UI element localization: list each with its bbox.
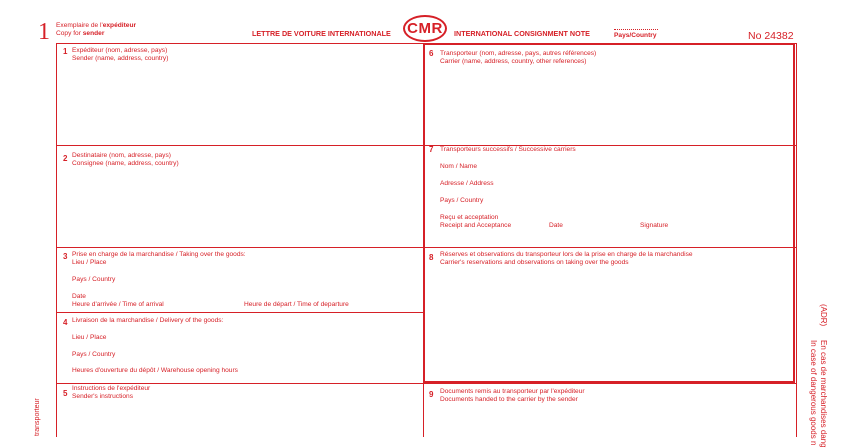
carrier-field[interactable] bbox=[428, 70, 788, 142]
box3-arrival-label: Heure d'arrivée / Time of arrival bbox=[72, 301, 164, 308]
box8-label-fr: Réserves et observations du transporteur lors de la prise en charge de la marchandise bbox=[440, 251, 693, 258]
box8-label-en: Carrier's reservations and observations on taking over the goods bbox=[440, 259, 629, 266]
box2-number: 2 bbox=[63, 154, 68, 163]
pays-country-label: Pays/Country bbox=[614, 32, 657, 39]
title-fr: LETTRE DE VOITURE INTERNATIONALE bbox=[252, 29, 391, 38]
copy-number: 1 bbox=[38, 19, 50, 45]
cmr-logo: CMR bbox=[403, 15, 447, 42]
box6-label-fr: Transporteur (nom, adresse, pays, autres références) bbox=[440, 50, 597, 57]
box4-hours-label: Heures d'ouverture du dépôt / Warehouse opening hours bbox=[72, 367, 238, 374]
title-en: INTERNATIONAL CONSIGNMENT NOTE bbox=[454, 29, 590, 38]
box5-label-fr: Instructions de l'expéditeur bbox=[72, 385, 151, 392]
box4-country-label: Pays / Country bbox=[72, 351, 116, 358]
box3-date-label: Date bbox=[72, 293, 86, 300]
dangerous-goods-fr: En cas de marchandises dang bbox=[819, 340, 828, 448]
box7-address-label: Adresse / Address bbox=[440, 180, 494, 187]
box7-receipt-en: Receipt and Acceptance bbox=[440, 222, 512, 229]
reservations-field[interactable] bbox=[428, 270, 788, 376]
box7-number: 7 bbox=[429, 145, 434, 154]
box7-receipt-fr: Reçu et acceptation bbox=[440, 214, 499, 221]
rule-box3-bottom bbox=[56, 312, 423, 313]
consignee-field[interactable] bbox=[60, 172, 420, 244]
box7-name-label: Nom / Name bbox=[440, 163, 478, 170]
box3-number: 3 bbox=[63, 252, 68, 261]
dangerous-goods-en: In case of dangerous goods n bbox=[809, 340, 818, 446]
box5-label-en: Sender's instructions bbox=[72, 393, 133, 400]
copy-label-fr: Exemplaire de l'expéditeur bbox=[56, 22, 137, 29]
rule-box2-bottom bbox=[56, 247, 423, 248]
rule-top-left bbox=[56, 43, 423, 44]
box4-number: 4 bbox=[63, 318, 68, 327]
box7-country-label: Pays / Country bbox=[440, 197, 484, 204]
box7-signature-label: Signature bbox=[640, 222, 669, 229]
box4-label: Livraison de la marchandise / Delivery of the goods: bbox=[72, 317, 224, 324]
document-number: No 24382 bbox=[748, 30, 794, 42]
sender-field[interactable] bbox=[60, 66, 420, 142]
box3-country-label: Pays / Country bbox=[72, 276, 116, 283]
rule-left bbox=[56, 43, 57, 437]
adr-label: (ADR) bbox=[819, 304, 828, 327]
box7-date-label: Date bbox=[549, 222, 563, 229]
box9-number: 9 bbox=[429, 390, 434, 399]
rule-right bbox=[796, 43, 797, 437]
box7-label: Transporteurs successifs / Successive carriers bbox=[440, 146, 576, 153]
box4-place-label: Lieu / Place bbox=[72, 334, 107, 341]
pays-country-line bbox=[614, 28, 658, 30]
rule-box8-bottom bbox=[423, 383, 796, 384]
box5-number: 5 bbox=[63, 389, 68, 398]
box3-place-label: Lieu / Place bbox=[72, 259, 107, 266]
box1-label-en: Sender (name, address, country) bbox=[72, 55, 169, 62]
side-label-transporteur: transporteur bbox=[34, 398, 41, 436]
box9-label-en: Documents handed to the carrier by the sender bbox=[440, 396, 578, 403]
rule-box1-bottom bbox=[56, 145, 423, 146]
box9-label-fr: Documents remis au transporteur par l'expéditeur bbox=[440, 388, 585, 395]
box1-number: 1 bbox=[63, 47, 68, 56]
rule-box4-bottom bbox=[56, 383, 423, 384]
box3-departure-label: Heure de départ / Time of departure bbox=[244, 301, 349, 308]
box1-label-fr: Expéditeur (nom, adresse, pays) bbox=[72, 47, 168, 54]
box2-label-en: Consignee (name, address, country) bbox=[72, 160, 179, 167]
box2-label-fr: Destinataire (nom, adresse, pays) bbox=[72, 152, 171, 159]
copy-label-en: Copy for sender bbox=[56, 30, 105, 37]
box8-number: 8 bbox=[429, 253, 434, 262]
box3-label: Prise en charge de la marchandise / Taking over the goods: bbox=[72, 251, 246, 258]
box6-label-en: Carrier (name, address, country, other references) bbox=[440, 58, 587, 65]
box6-number: 6 bbox=[429, 49, 434, 58]
